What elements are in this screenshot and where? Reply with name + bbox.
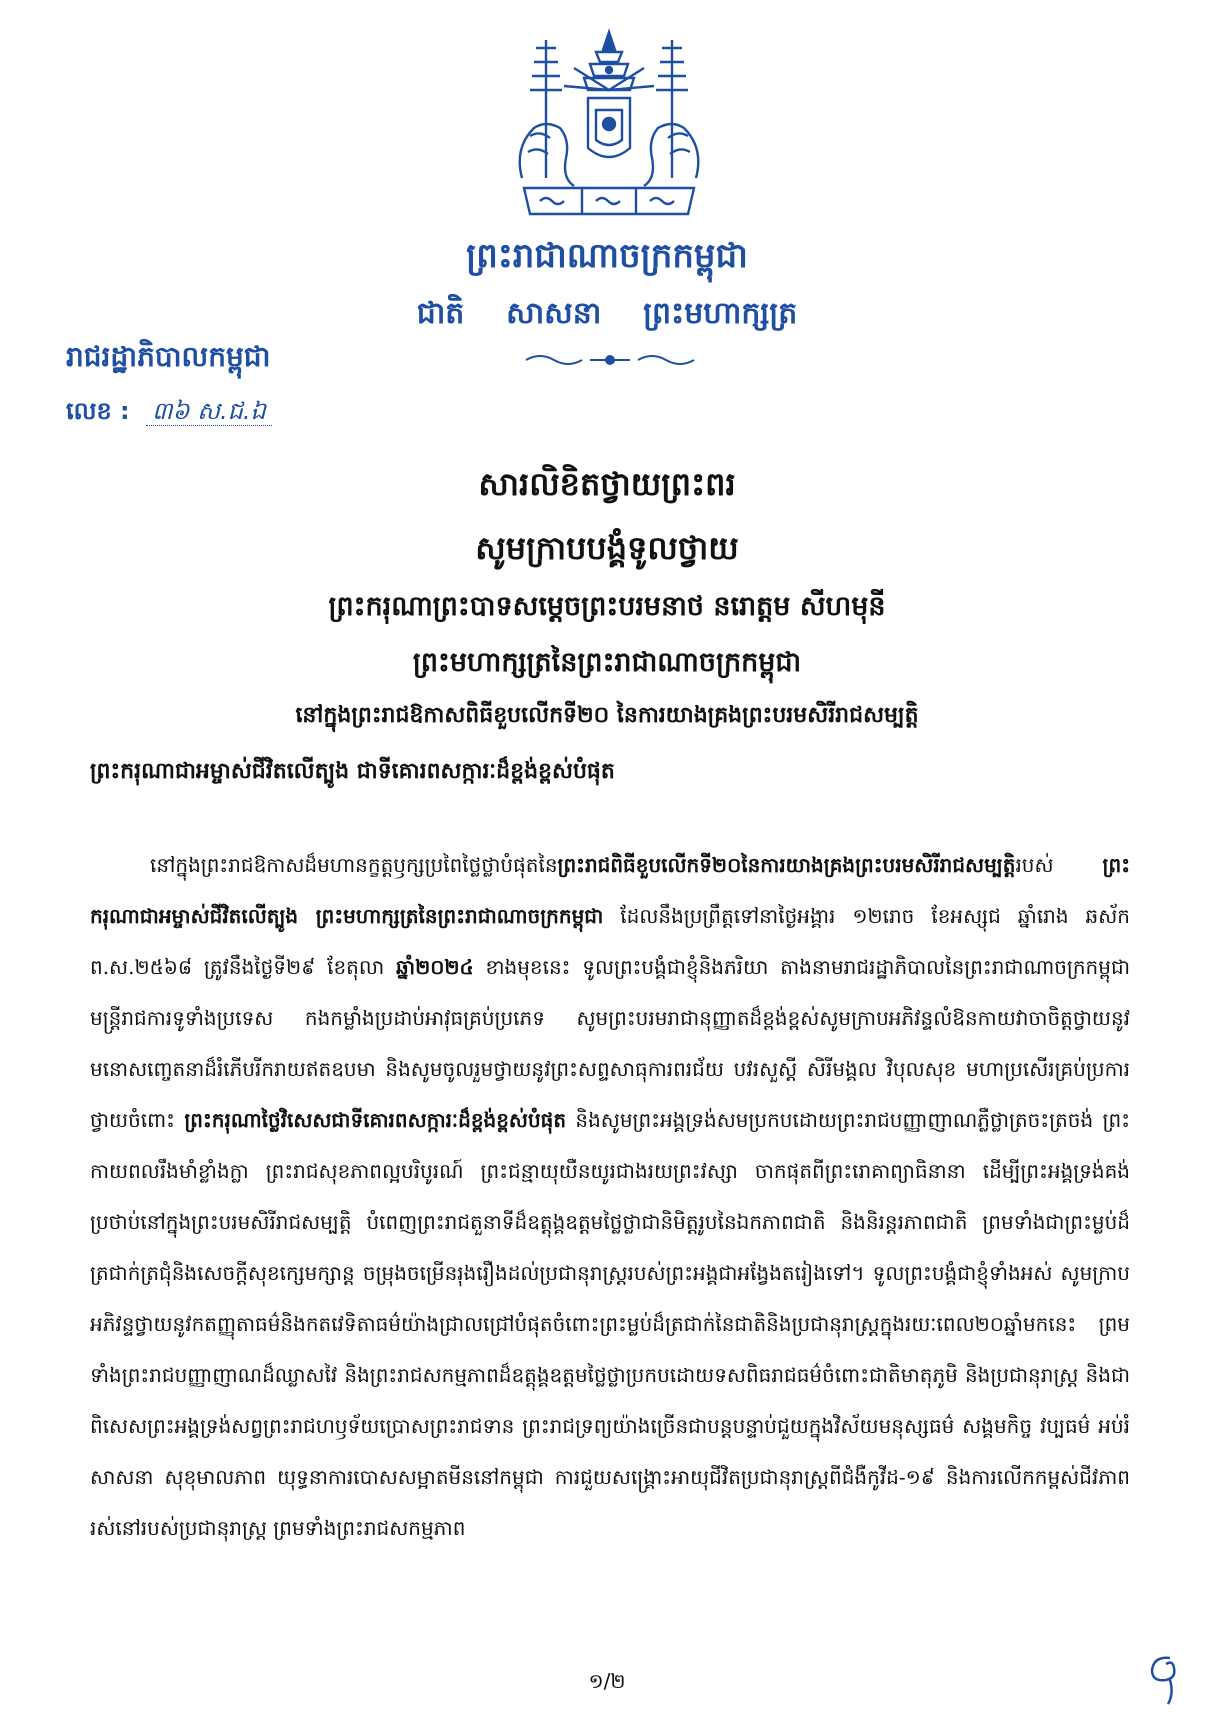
handwritten-initial-mark bbox=[1140, 1648, 1188, 1708]
issuing-government: រាជរដ្ឋាភិបាលកម្ពុជា bbox=[66, 340, 271, 373]
body-segment: ខាងមុខនេះ ទូលព្រះបង្គំជាខ្ញុំនិងភរិយា តាងនាមរាជរដ្ឋាភិបាលនៃព្រះរាជាណាចក្រកម្ពុជា មន្ត្រីរាជការទូទាំងប្រទេស កងកម្លាំងប្រដាប់អាវុធគ្រប់ប្រភេទ សូមព្រះបរមរាជានុញ្ញាតដ៏ខ្ពង់ខ្ពស់សូមក្រាបអភិវន្ទលំឱនកាយវាចាចិត្តថ្វាយនូវមនោសញ្ចេតនាដ៏រំភើបរីករាយឥតឧបមា និងសូមចូលរួមថ្វាយនូវព្រះសព្ទសាធុការពរជ័យ បវរសួស្តី សិរីមង្គល វិបុលសុខ មហាប្រសើរគ្រប់ប្រការថ្វាយចំពោះ bbox=[90, 955, 1130, 1132]
reference-number: ៣៦ ស.ជ.ឯ bbox=[146, 397, 272, 426]
letter-title: សារលិខិតថ្វាយព្រះពរ bbox=[478, 465, 736, 503]
body-segment: និងសូមព្រះអង្គទ្រង់សមប្រកបដោយព្រះរាជបញ្ញាញាណភ្លឺថ្លាត្រចះត្រចង់ ព្រះកាយពលរឹងមាំខ្លាំងក្លា ព្រះរាជសុខភាពល្អបរិបូរណ៍ ព្រះជន្មាយុយឺនយូរជាងរយព្រះវស្សា ចាកផុតពីព្រះរោគាព្យាធិនានា ដើម្បីព្រះអង្គទ្រង់គង់ប្រថាប់នៅក្នុងព្រះបរមសិរីរាជសម្បត្តិ បំពេញព្រះរាជតួនាទីដ៏ឧត្តុង្គឧត្តមថ្លៃថ្លាជានិមិត្តរូបនៃឯកភាពជាតិ និងនិរន្តរភាពជាតិ ព្រមទាំងជាព្រះម្លប់ដ៏ត្រជាក់ត្រជុំនិងសេចក្តីសុខក្សេមក្សាន្ត ចម្រុងចម្រើនរុងរឿងដល់ប្រជានុរាស្ត្ររបស់ព្រះអង្គជាអង្វែងតរៀងទៅ។ ទូលព្រះបង្គំជាខ្ញុំទាំងអស់ សូមក្រាបអភិវន្ទថ្វាយនូវកតញ្ញុតាធម៌និងកតវេទិតាធម៌យ៉ាងជ្រាលជ្រៅបំផុតចំពោះព្រះម្លប់ដ៏ត្រជាក់នៃជាតិនិងប្រជានុរាស្ត្រក្នុងរយៈពេល២០ឆ្នាំមកនេះ ព្រមទាំងព្រះរាជបញ្ញាញាណដ៏ឈ្លាសវៃ និងព្រះរាជសកម្មភាពដ៏ឧត្តុង្គឧត្តមថ្លៃថ្លាប្រកបដោយទសពិធរាជធម៌ចំពោះជាតិមាតុភូមិ និងប្រជានុរាស្ត្រ និងជាពិសេសព្រះអង្គទ្រង់សព្វព្រះរាជហឫទ័យប្រោសព្រះរាជទាន ព្រះរាជទ្រព្យយ៉ាងច្រើនជាបន្តបន្ទាប់ជួយក្នុងវិស័យមនុស្សធម៌ សង្គមកិច្ច វប្បធម៌ អប់រំ សាសនា សុខុមាលភាព យុទ្ធនាការបោសសម្អាតមីននៅកម្ពុជា ការជួយសង្គ្រោះអាយុជីវិតប្រជានុរាស្ត្រពីជំងឺកូវីដ-១៩ និងការលើកកម្ពស់ជីវភាពរស់នៅរបស់ប្រជានុរាស្ត្រ ព្រមទាំងព្រះរាជសកម្មភាព bbox=[90, 1108, 1130, 1540]
reference-number-row bbox=[66, 396, 272, 426]
body-segment: ដែលនឹងប្រព្រឹត្តទៅនាថ្ងៃអង្គារ ១២រោច ខែអស្សុជ ឆ្នាំរោង ឆស័ក ព.ស.២៥៦៨ ត្រូវនឹងថ្ងៃទី២៩ ខែតុលា bbox=[90, 904, 1130, 979]
ornamental-divider bbox=[520, 350, 700, 370]
king-title: ព្រះមហាក្សត្រនៃព្រះរាជាណាចក្រកម្ពុជា bbox=[412, 647, 802, 678]
reference-label: លេខ : bbox=[66, 397, 130, 425]
national-motto: ជាតិ សាសនា ព្រះមហាក្សត្រ bbox=[416, 296, 798, 331]
kingdom-title: ព្រះរាជាណាចក្រកម្ពុជា bbox=[466, 236, 748, 276]
body-bold-segment: ព្រះករុណាជាអម្ចាស់ជីវិតលើត្បូង ព្រះមហាក្សត្រនៃព្រះរាជាណាចក្រកម្ពុជា bbox=[90, 853, 1130, 928]
body-bold-segment: ព្រះករុណាថ្លៃវិសេសជាទីគោរពសក្ការៈដ៏ខ្ពង់ខ្ពស់បំផុត bbox=[184, 1108, 567, 1132]
page-number: ១/២ bbox=[588, 1669, 626, 1693]
addressee-line: សូមក្រាបបង្គំទូលថ្វាយ bbox=[475, 529, 739, 567]
body-bold-segment: ឆ្នាំ២០២៤ bbox=[396, 955, 474, 979]
occasion-line: នៅក្នុងព្រះរាជឱកាសពិធីខួបលើកទី២០ នៃការយាងគ្រងព្រះបរមសិរីរាជសម្បត្តិ bbox=[295, 703, 919, 728]
king-name: ព្រះករុណាព្រះបាទសម្តេចព្រះបរមនាថ នរោត្តម សីហមុនី bbox=[328, 591, 886, 622]
body-segment: របស់ bbox=[1015, 853, 1103, 877]
body-segment: នៅក្នុងព្រះរាជឱកាសដ៏មហានក្ខត្តឫក្សប្រពៃថ្លៃថ្លាបំផុតនៃ bbox=[150, 853, 558, 877]
salutation-line: ព្រះករុណាជាអម្ចាស់ជីវិតលើត្បូង ជាទីគោរពសក្ការៈដ៏ខ្ពង់ខ្ពស់បំផុត bbox=[90, 759, 615, 784]
royal-coat-of-arms-emblem bbox=[504, 28, 714, 228]
letter-body bbox=[90, 840, 1130, 1554]
body-bold-segment: ព្រះរាជពិធីខួបលើកទី២០នៃការយាងគ្រងព្រះបរមសិរីរាជសម្បត្តិ bbox=[557, 853, 1016, 877]
